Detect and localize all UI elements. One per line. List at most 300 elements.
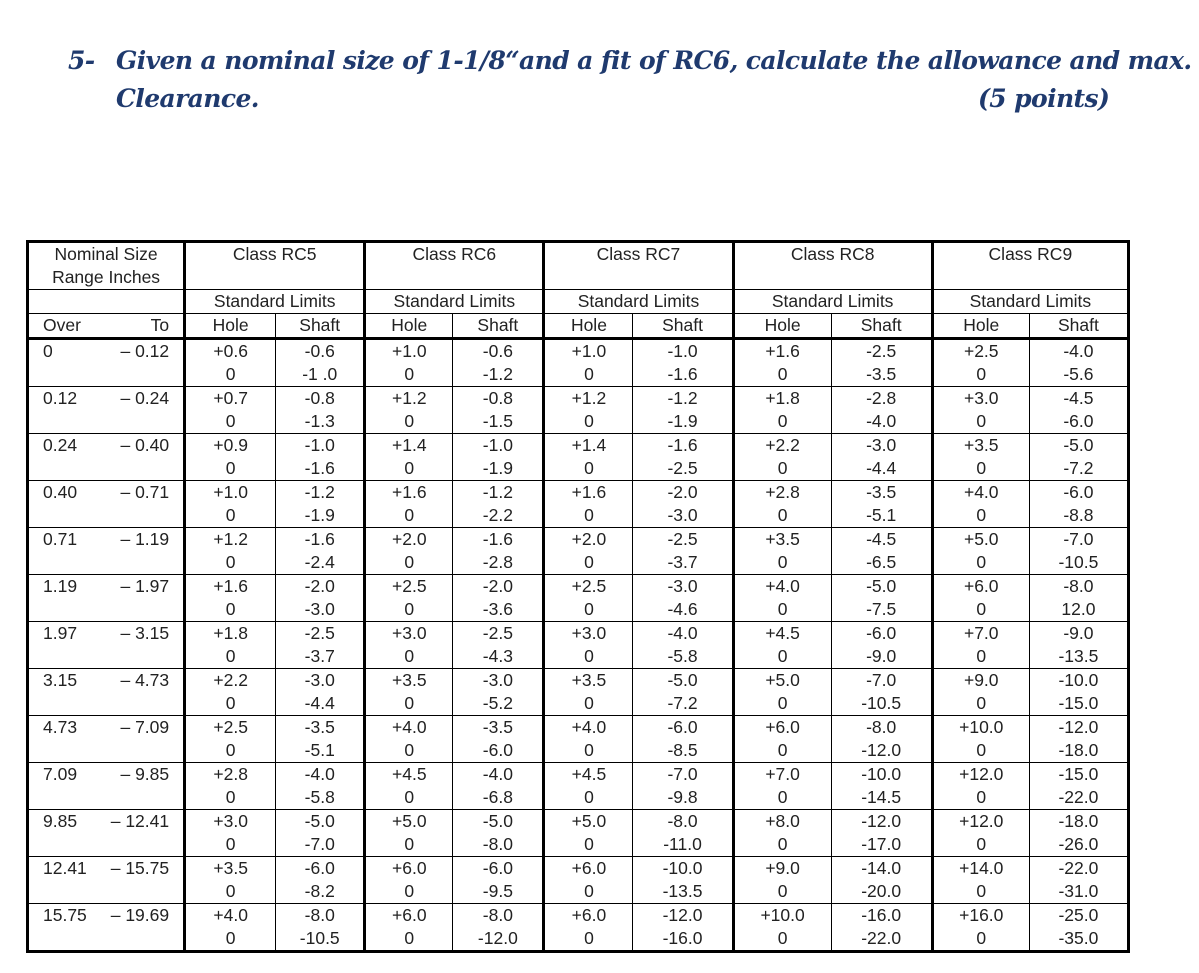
hole-upper-limit: +1.6: [571, 482, 607, 502]
hole-limits-rc7: [544, 904, 633, 952]
hole-header-rc6: Hole: [365, 314, 453, 339]
hole-limits-rc6: [365, 528, 453, 575]
hole-lower-limit: 0: [777, 646, 788, 666]
rc-fit-limits-table: [26, 240, 1130, 953]
hole-limits-rc9: [932, 857, 1029, 904]
shaft-upper-limit: -1.0: [304, 435, 335, 455]
size-range-cell: [28, 716, 185, 763]
shaft-limits-rc7: [633, 528, 733, 575]
shaft-lower-limit: -20.0: [861, 881, 902, 901]
hole-lower-limit: 0: [976, 928, 987, 948]
shaft-limits-rc9: [1029, 575, 1128, 622]
class-header-rc8: Class RC8: [733, 242, 932, 290]
shaft-limits-rc8: [831, 810, 932, 857]
hole-lower-limit: 0: [976, 646, 987, 666]
shaft-upper-limit: -0.8: [482, 388, 513, 408]
table-row: [28, 857, 1129, 904]
shaft-lower-limit: -10.5: [299, 928, 340, 948]
hole-lower-limit: 0: [584, 881, 594, 901]
shaft-lower-limit: -6.5: [866, 552, 897, 572]
shaft-limits-rc7: [633, 763, 733, 810]
table-row: [28, 434, 1129, 481]
hole-upper-limit: +0.6: [213, 341, 248, 361]
shaft-lower-limit: -6.0: [482, 740, 513, 760]
hole-limits-rc6: [365, 857, 453, 904]
hole-upper-limit: +5.0: [765, 670, 800, 690]
shaft-lower-limit: -1 .0: [302, 364, 338, 384]
shaft-upper-limit: -3.0: [866, 435, 897, 455]
shaft-lower-limit: -8.8: [1063, 505, 1094, 525]
hole-limits-rc9: [932, 810, 1029, 857]
shaft-limits-rc8: [831, 528, 932, 575]
shaft-upper-limit: -2.5: [667, 529, 698, 549]
hole-limits-rc8: [733, 387, 831, 434]
shaft-lower-limit: -1.6: [304, 458, 335, 478]
size-to-value: – 3.15: [120, 623, 170, 643]
size-over-value: 0.40: [43, 482, 78, 502]
hole-lower-limit: 0: [225, 552, 236, 572]
hole-lower-limit: 0: [584, 787, 594, 807]
shaft-upper-limit: -3.5: [482, 717, 513, 737]
hole-limits-rc8: [733, 339, 831, 387]
shaft-lower-limit: -5.8: [304, 787, 335, 807]
shaft-lower-limit: -8.5: [667, 740, 698, 760]
hole-upper-limit: +4.0: [571, 717, 607, 737]
empty-header-cell: [28, 290, 185, 314]
hole-limits-rc7: [544, 763, 633, 810]
shaft-upper-limit: -1.6: [304, 529, 335, 549]
hole-lower-limit: 0: [225, 364, 236, 384]
table-row: [28, 575, 1129, 622]
hole-lower-limit: 0: [976, 505, 987, 525]
shaft-lower-limit: -14.5: [861, 787, 902, 807]
hole-lower-limit: 0: [976, 364, 987, 384]
size-to-value: – 1.97: [120, 576, 170, 596]
shaft-limits-rc5: [276, 904, 365, 952]
hole-upper-limit: +7.0: [963, 623, 999, 643]
shaft-limits-rc5: [276, 716, 365, 763]
hole-limits-rc6: [365, 810, 453, 857]
hole-limits-rc5: [185, 716, 276, 763]
shaft-limits-rc8: [831, 622, 932, 669]
shaft-upper-limit: -2.0: [667, 482, 698, 502]
shaft-lower-limit: -12.0: [861, 740, 902, 760]
hole-upper-limit: +5.0: [571, 811, 607, 831]
hole-lower-limit: 0: [976, 740, 987, 760]
shaft-limits-rc6: [453, 528, 544, 575]
size-over-value: 0.71: [43, 529, 78, 549]
hole-lower-limit: 0: [584, 834, 594, 854]
shaft-upper-limit: -3.0: [667, 576, 698, 596]
hole-limits-rc9: [932, 528, 1029, 575]
shaft-limits-rc9: [1029, 387, 1128, 434]
size-range-cell: [28, 528, 185, 575]
shaft-lower-limit: -3.7: [667, 552, 698, 572]
shaft-lower-limit: -8.2: [304, 881, 335, 901]
shaft-limits-rc5: [276, 481, 365, 528]
shaft-lower-limit: -17.0: [861, 834, 902, 854]
shaft-limits-rc7: [633, 716, 733, 763]
size-over-value: 0.24: [43, 435, 78, 455]
shaft-lower-limit: -3.7: [304, 646, 335, 666]
hole-lower-limit: 0: [404, 458, 415, 478]
hole-upper-limit: +1.4: [571, 435, 607, 455]
nominal-size-header-line1: Nominal Size: [54, 244, 158, 264]
shaft-upper-limit: -4.0: [304, 764, 335, 784]
shaft-limits-rc7: [633, 669, 733, 716]
shaft-upper-limit: -6.0: [304, 858, 335, 878]
shaft-header-rc7: Shaft: [633, 314, 733, 339]
shaft-lower-limit: -1.9: [482, 458, 513, 478]
shaft-limits-rc9: [1029, 434, 1128, 481]
hole-header-rc8: Hole: [733, 314, 831, 339]
shaft-upper-limit: -1.2: [667, 388, 698, 408]
hole-lower-limit: 0: [225, 881, 236, 901]
hole-upper-limit: +2.5: [392, 576, 427, 596]
size-over-value: 7.09: [43, 764, 78, 784]
shaft-upper-limit: -1.0: [482, 435, 513, 455]
shaft-limits-rc6: [453, 481, 544, 528]
hole-lower-limit: 0: [976, 881, 987, 901]
class-header-rc9: Class RC9: [932, 242, 1128, 290]
shaft-lower-limit: -12.0: [477, 928, 518, 948]
hole-upper-limit: +10.0: [760, 905, 805, 925]
hole-limits-rc9: [932, 481, 1029, 528]
hole-lower-limit: 0: [225, 646, 236, 666]
shaft-upper-limit: -10.0: [662, 858, 703, 878]
hole-lower-limit: 0: [976, 599, 987, 619]
shaft-upper-limit: -5.0: [1063, 435, 1094, 455]
shaft-upper-limit: -0.6: [482, 341, 513, 361]
shaft-lower-limit: -4.3: [482, 646, 513, 666]
hole-upper-limit: +3.5: [963, 435, 999, 455]
shaft-limits-rc9: [1029, 339, 1128, 387]
shaft-upper-limit: -2.0: [304, 576, 335, 596]
size-to-value: – 1.19: [120, 529, 170, 549]
hole-header-rc9: Hole: [932, 314, 1029, 339]
shaft-upper-limit: -2.8: [866, 388, 897, 408]
shaft-upper-limit: -8.0: [482, 905, 513, 925]
shaft-limits-rc6: [453, 716, 544, 763]
hole-upper-limit: +6.0: [765, 717, 800, 737]
shaft-upper-limit: -2.0: [482, 576, 513, 596]
hole-limits-rc9: [932, 763, 1029, 810]
shaft-lower-limit: -5.1: [304, 740, 335, 760]
shaft-upper-limit: -4.0: [667, 623, 698, 643]
hole-upper-limit: +1.4: [392, 435, 427, 455]
hole-lower-limit: 0: [584, 458, 594, 478]
shaft-upper-limit: -7.0: [1063, 529, 1094, 549]
hole-upper-limit: +3.0: [392, 623, 427, 643]
shaft-lower-limit: 12.0: [1061, 599, 1096, 619]
hole-upper-limit: +2.2: [213, 670, 248, 690]
shaft-upper-limit: -8.0: [866, 717, 897, 737]
shaft-limits-rc6: [453, 575, 544, 622]
hole-limits-rc6: [365, 763, 453, 810]
hole-limits-rc5: [185, 387, 276, 434]
hole-limits-rc8: [733, 528, 831, 575]
shaft-upper-limit: -2.5: [482, 623, 513, 643]
hole-limits-rc9: [932, 622, 1029, 669]
shaft-lower-limit: -4.6: [667, 599, 698, 619]
hole-limits-rc5: [185, 810, 276, 857]
table-row: [28, 528, 1129, 575]
size-over-value: 12.41: [43, 858, 87, 878]
shaft-lower-limit: -3.0: [304, 599, 335, 619]
hole-limits-rc5: [185, 434, 276, 481]
size-range-cell: [28, 763, 185, 810]
size-to-value: – 7.09: [120, 717, 170, 737]
shaft-upper-limit: -4.0: [1063, 341, 1094, 361]
hole-limits-rc8: [733, 763, 831, 810]
shaft-limits-rc6: [453, 669, 544, 716]
hole-limits-rc5: [185, 669, 276, 716]
shaft-lower-limit: -3.6: [482, 599, 513, 619]
shaft-upper-limit: -15.0: [1058, 764, 1099, 784]
hole-upper-limit: +5.0: [963, 529, 999, 549]
shaft-upper-limit: -5.0: [304, 811, 335, 831]
shaft-upper-limit: -7.0: [667, 764, 698, 784]
hole-upper-limit: +1.6: [213, 576, 248, 596]
shaft-limits-rc7: [633, 622, 733, 669]
shaft-lower-limit: -4.4: [304, 693, 335, 713]
hole-limits-rc5: [185, 528, 276, 575]
shaft-limits-rc9: [1029, 622, 1128, 669]
shaft-lower-limit: -2.8: [482, 552, 513, 572]
hole-limits-rc7: [544, 387, 633, 434]
shaft-lower-limit: -2.4: [304, 552, 335, 572]
hole-upper-limit: +1.6: [392, 482, 427, 502]
size-range-cell: [28, 434, 185, 481]
shaft-lower-limit: -13.5: [1058, 646, 1099, 666]
shaft-upper-limit: -2.5: [304, 623, 335, 643]
hole-lower-limit: 0: [584, 599, 594, 619]
hole-limits-rc9: [932, 387, 1029, 434]
shaft-upper-limit: -1.0: [667, 341, 698, 361]
shaft-upper-limit: -5.0: [482, 811, 513, 831]
hole-limits-rc6: [365, 387, 453, 434]
shaft-limits-rc6: [453, 857, 544, 904]
shaft-limits-rc8: [831, 339, 932, 387]
hole-lower-limit: 0: [976, 693, 987, 713]
hole-upper-limit: +4.0: [213, 905, 248, 925]
size-to-value: – 12.41: [110, 811, 170, 831]
hole-lower-limit: 0: [777, 787, 788, 807]
shaft-limits-rc9: [1029, 528, 1128, 575]
shaft-limits-rc6: [453, 387, 544, 434]
shaft-limits-rc7: [633, 339, 733, 387]
shaft-upper-limit: -14.0: [861, 858, 902, 878]
question-block: [68, 42, 1192, 118]
shaft-limits-rc7: [633, 904, 733, 952]
hole-lower-limit: 0: [777, 411, 788, 431]
hole-lower-limit: 0: [404, 928, 415, 948]
shaft-lower-limit: -26.0: [1058, 834, 1099, 854]
shaft-lower-limit: -9.0: [866, 646, 897, 666]
shaft-lower-limit: -1.6: [667, 364, 698, 384]
shaft-limits-rc7: [633, 481, 733, 528]
hole-upper-limit: +1.8: [213, 623, 248, 643]
hole-upper-limit: +1.0: [571, 341, 607, 361]
shaft-lower-limit: -2.5: [667, 458, 698, 478]
standard-limits-rc9: Standard Limits: [932, 290, 1128, 314]
shaft-limits-rc8: [831, 575, 932, 622]
hole-limits-rc7: [544, 528, 633, 575]
hole-upper-limit: +2.8: [213, 764, 248, 784]
hole-limits-rc7: [544, 339, 633, 387]
hole-lower-limit: 0: [225, 599, 236, 619]
hole-lower-limit: 0: [777, 881, 788, 901]
shaft-lower-limit: -18.0: [1058, 740, 1099, 760]
hole-upper-limit: +0.9: [213, 435, 248, 455]
size-to-value: – 0.71: [120, 482, 170, 502]
hole-lower-limit: 0: [404, 881, 415, 901]
hole-upper-limit: +2.0: [392, 529, 427, 549]
shaft-upper-limit: -4.5: [866, 529, 897, 549]
shaft-upper-limit: -6.0: [1063, 482, 1094, 502]
shaft-limits-rc9: [1029, 716, 1128, 763]
hole-upper-limit: +6.0: [963, 576, 999, 596]
hole-limits-rc6: [365, 716, 453, 763]
hole-upper-limit: +5.0: [392, 811, 427, 831]
shaft-upper-limit: -5.0: [667, 670, 698, 690]
shaft-upper-limit: -3.5: [866, 482, 897, 502]
size-to-value: – 0.40: [120, 435, 170, 455]
hole-lower-limit: 0: [777, 552, 788, 572]
hole-limits-rc8: [733, 434, 831, 481]
shaft-limits-rc7: [633, 810, 733, 857]
hole-upper-limit: +1.2: [392, 388, 427, 408]
shaft-lower-limit: -1.9: [304, 505, 335, 525]
hole-upper-limit: +7.0: [765, 764, 800, 784]
shaft-upper-limit: -5.0: [866, 576, 897, 596]
shaft-upper-limit: -1.6: [667, 435, 698, 455]
shaft-lower-limit: -15.0: [1058, 693, 1099, 713]
nominal-size-header: [28, 242, 185, 290]
hole-limits-rc9: [932, 669, 1029, 716]
shaft-lower-limit: -1.3: [304, 411, 335, 431]
hole-upper-limit: +1.2: [571, 388, 607, 408]
hole-lower-limit: 0: [777, 599, 788, 619]
standard-limits-rc7: Standard Limits: [544, 290, 733, 314]
hole-limits-rc6: [365, 339, 453, 387]
shaft-upper-limit: -12.0: [861, 811, 902, 831]
hole-upper-limit: +4.0: [963, 482, 999, 502]
hole-lower-limit: 0: [584, 693, 594, 713]
shaft-lower-limit: -8.0: [482, 834, 513, 854]
hole-lower-limit: 0: [225, 458, 236, 478]
shaft-lower-limit: -9.5: [482, 881, 513, 901]
hole-upper-limit: +4.0: [392, 717, 427, 737]
shaft-upper-limit: -8.0: [667, 811, 698, 831]
hole-lower-limit: 0: [225, 505, 236, 525]
shaft-limits-rc7: [633, 387, 733, 434]
hole-lower-limit: 0: [404, 599, 415, 619]
shaft-upper-limit: -12.0: [662, 905, 703, 925]
shaft-header-rc6: Shaft: [453, 314, 544, 339]
hole-limits-rc8: [733, 810, 831, 857]
size-range-cell: [28, 339, 185, 387]
size-range-cell: [28, 575, 185, 622]
hole-lower-limit: 0: [777, 458, 788, 478]
shaft-upper-limit: -10.0: [861, 764, 902, 784]
hole-lower-limit: 0: [404, 505, 415, 525]
hole-lower-limit: 0: [225, 928, 236, 948]
size-over-value: 0: [43, 341, 53, 361]
hole-upper-limit: +14.0: [959, 858, 1004, 878]
shaft-limits-rc9: [1029, 763, 1128, 810]
size-range-cell: [28, 669, 185, 716]
shaft-limits-rc8: [831, 434, 932, 481]
hole-lower-limit: 0: [404, 411, 415, 431]
shaft-upper-limit: -8.0: [304, 905, 335, 925]
hole-upper-limit: +16.0: [959, 905, 1004, 925]
shaft-lower-limit: -6.0: [1063, 411, 1094, 431]
shaft-header-rc8: Shaft: [831, 314, 932, 339]
question-line-1: [68, 42, 1192, 80]
size-over-value: 3.15: [43, 670, 78, 690]
hole-lower-limit: 0: [777, 693, 788, 713]
hole-limits-rc9: [932, 575, 1029, 622]
hole-lower-limit: 0: [404, 834, 415, 854]
hole-upper-limit: +6.0: [392, 905, 427, 925]
shaft-limits-rc5: [276, 857, 365, 904]
shaft-lower-limit: -6.8: [482, 787, 513, 807]
hole-limits-rc5: [185, 481, 276, 528]
hole-lower-limit: 0: [584, 505, 594, 525]
hole-upper-limit: +4.5: [571, 764, 607, 784]
shaft-lower-limit: -4.0: [866, 411, 897, 431]
hole-upper-limit: +3.0: [571, 623, 607, 643]
hole-limits-rc6: [365, 669, 453, 716]
shaft-upper-limit: -10.0: [1058, 670, 1099, 690]
hole-lower-limit: 0: [976, 458, 987, 478]
shaft-upper-limit: -25.0: [1058, 905, 1099, 925]
shaft-upper-limit: -0.6: [304, 341, 335, 361]
hole-lower-limit: 0: [584, 364, 594, 384]
shaft-upper-limit: -6.0: [667, 717, 698, 737]
shaft-upper-limit: -6.0: [866, 623, 897, 643]
table-row: [28, 810, 1129, 857]
shaft-limits-rc8: [831, 481, 932, 528]
hole-lower-limit: 0: [777, 928, 788, 948]
question-text-continued: Clearance.: [116, 84, 259, 113]
shaft-upper-limit: -1.2: [304, 482, 335, 502]
hole-upper-limit: +6.0: [392, 858, 427, 878]
shaft-lower-limit: -7.0: [304, 834, 335, 854]
hole-limits-rc7: [544, 810, 633, 857]
shaft-limits-rc5: [276, 622, 365, 669]
table-row: [28, 481, 1129, 528]
hole-limits-rc6: [365, 904, 453, 952]
size-to-value: – 0.12: [120, 341, 170, 361]
shaft-limits-rc8: [831, 669, 932, 716]
shaft-lower-limit: -35.0: [1058, 928, 1099, 948]
hole-limits-rc6: [365, 575, 453, 622]
to-header: To: [150, 315, 170, 335]
hole-lower-limit: 0: [404, 552, 415, 572]
shaft-limits-rc9: [1029, 481, 1128, 528]
hole-upper-limit: +8.0: [765, 811, 800, 831]
hole-upper-limit: +2.5: [571, 576, 607, 596]
hole-upper-limit: +1.6: [765, 341, 800, 361]
shaft-upper-limit: -0.8: [304, 388, 335, 408]
shaft-lower-limit: -5.2: [482, 693, 513, 713]
shaft-lower-limit: -7.2: [667, 693, 698, 713]
question-line-2: [68, 80, 1168, 118]
hole-lower-limit: 0: [584, 740, 594, 760]
hole-limits-rc8: [733, 481, 831, 528]
